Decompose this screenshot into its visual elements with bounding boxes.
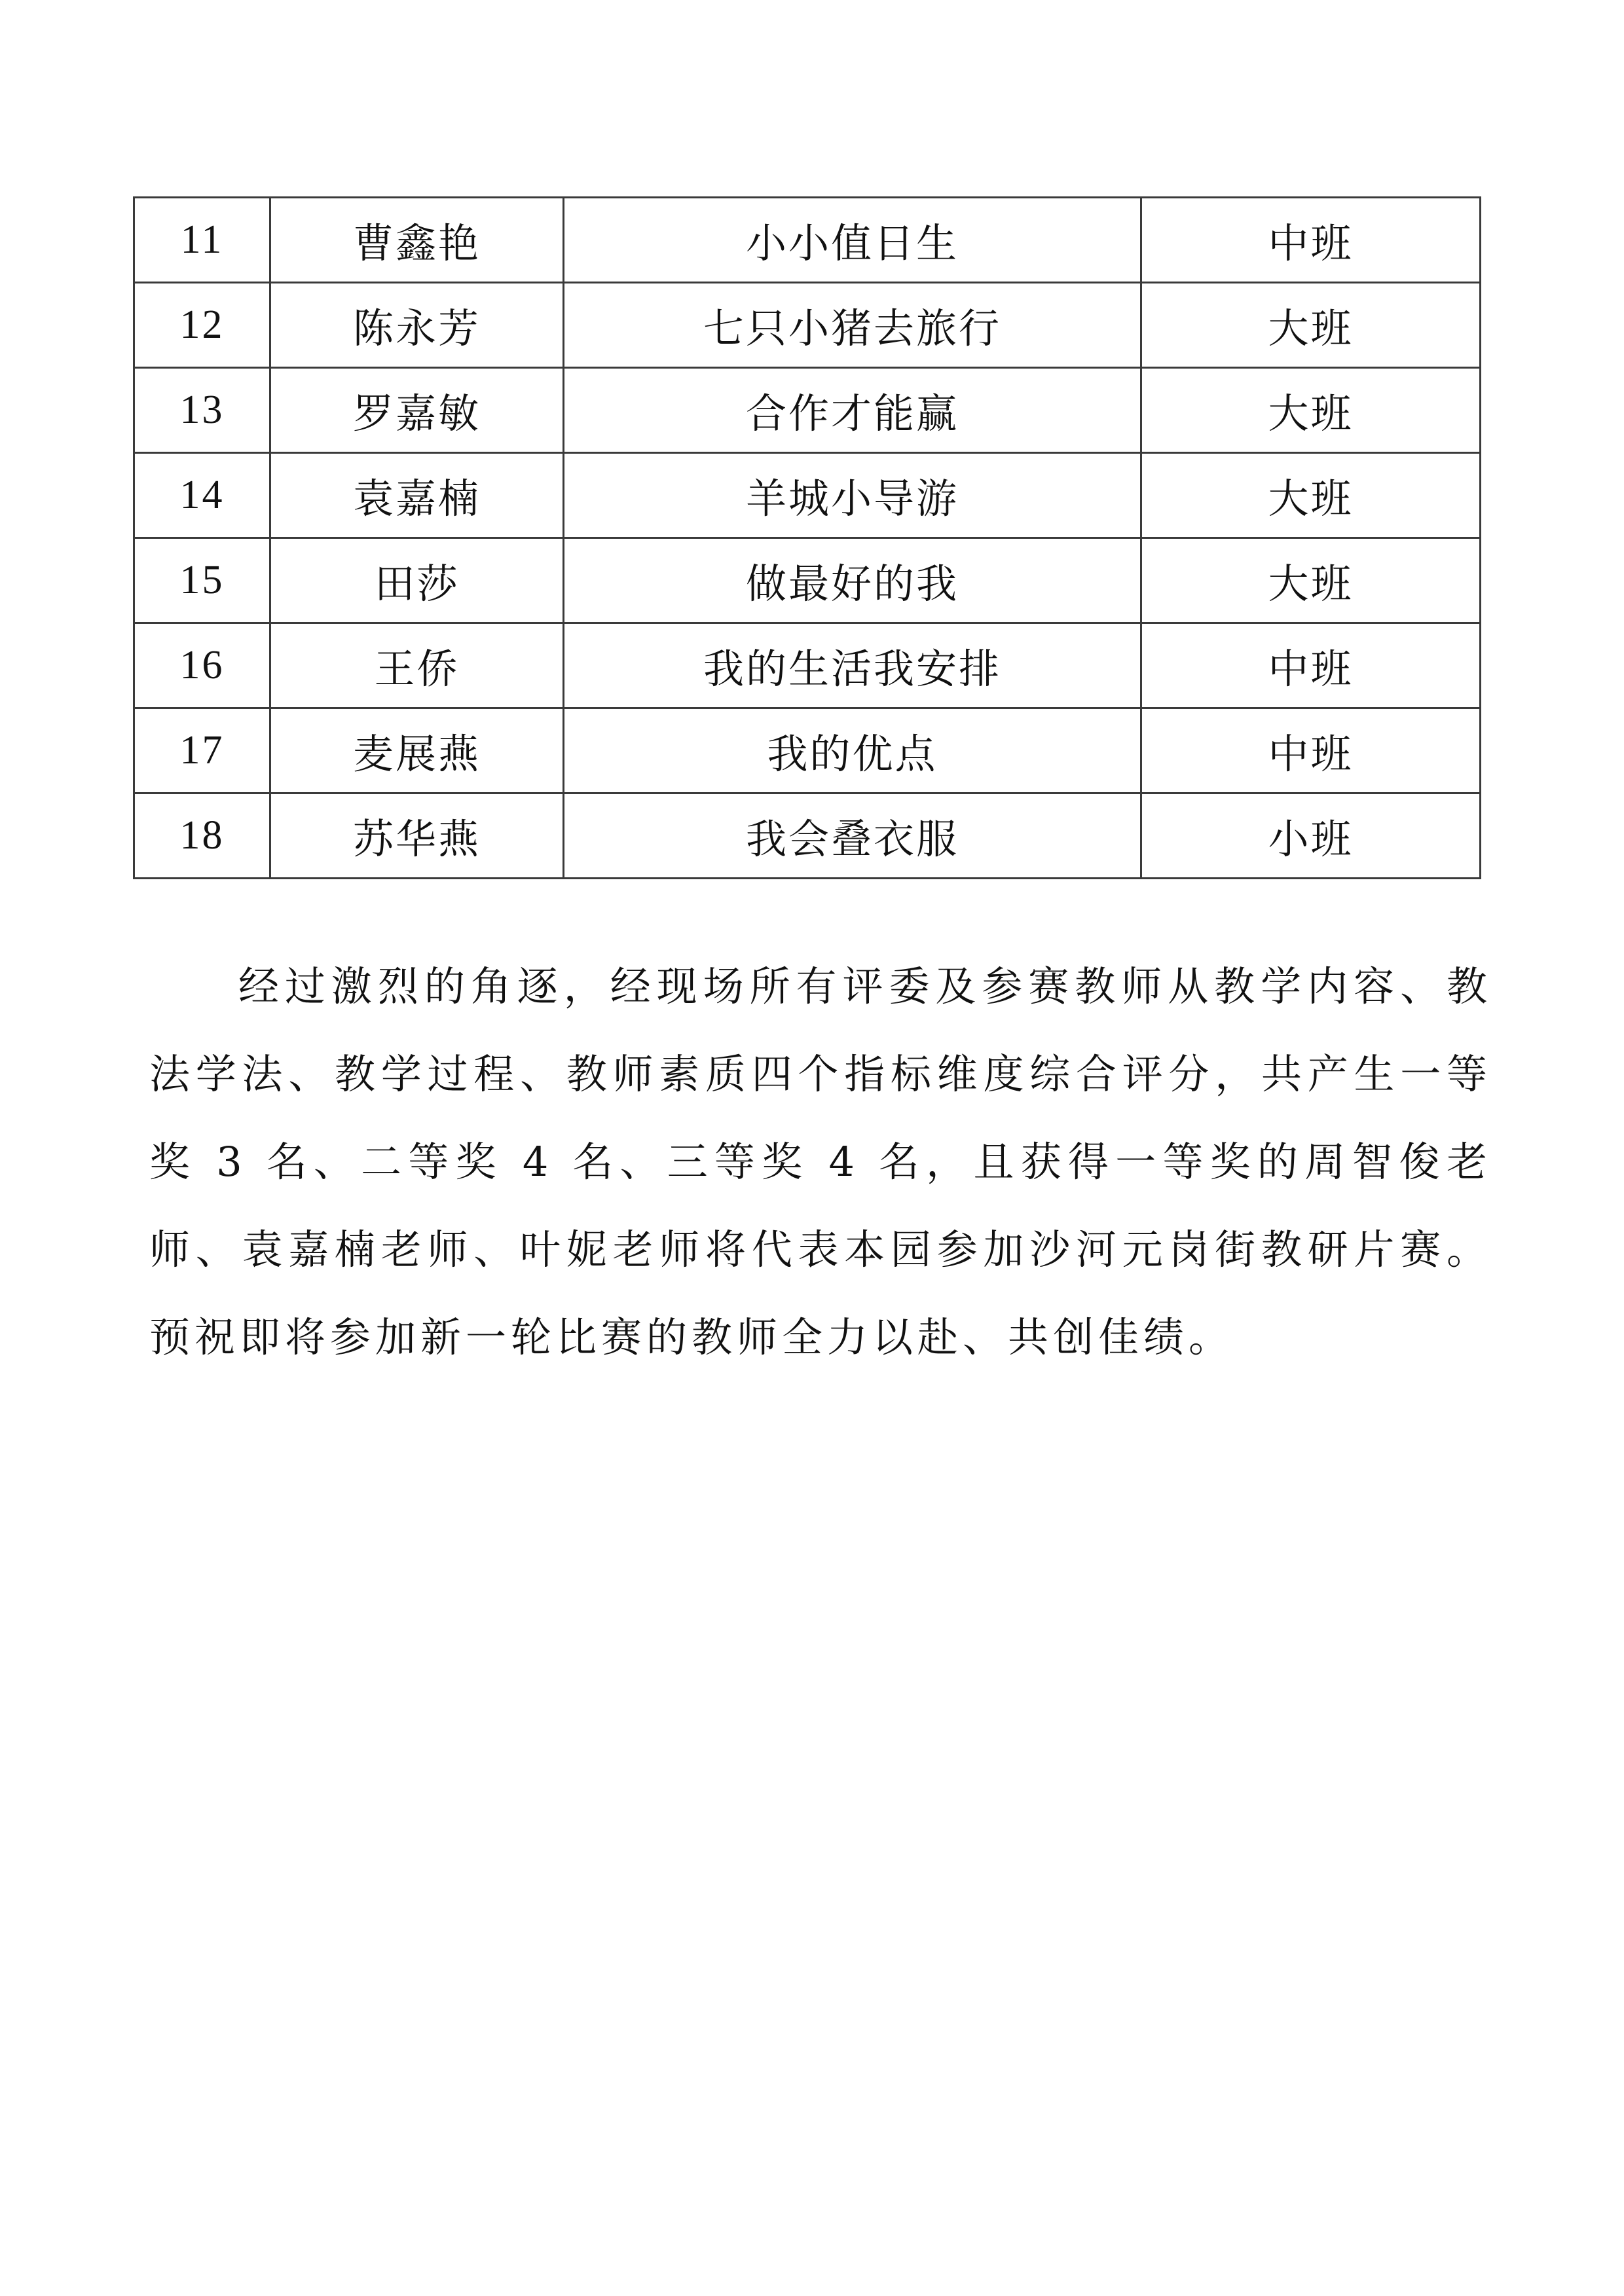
participants-table [133, 196, 1481, 879]
class-level: 大班 [1141, 453, 1481, 538]
lesson-topic: 合作才能赢 [564, 368, 1141, 453]
row-number: 16 [134, 623, 270, 708]
row-number: 13 [134, 368, 270, 453]
lesson-topic: 七只小猪去旅行 [564, 283, 1141, 368]
teacher-name: 曹鑫艳 [270, 198, 564, 283]
summary-paragraph: 经过激烈的角逐，经现场所有评委及参赛教师从教学内容、教法学法、教学过程、教师素质四个指标维度综合评分，共产生一等奖 3 名、二等奖 4 名、三等奖 4 名，且获得一等奖的周智俊老师、袁嘉楠老师、叶妮老师将代表本园参加沙河元岗街教研片赛。预祝即将参加新一轮比赛的教师全力以赴、共创佳绩。 [149, 962, 1492, 1361]
teacher-name: 罗嘉敏 [270, 368, 564, 453]
lesson-topic: 我的生活我安排 [564, 623, 1141, 708]
class-level: 大班 [1141, 368, 1481, 453]
row-number: 12 [134, 283, 270, 368]
teacher-name: 苏华燕 [270, 793, 564, 879]
class-level: 小班 [1141, 793, 1481, 879]
teacher-name: 王侨 [270, 623, 564, 708]
row-number: 11 [134, 198, 270, 283]
row-number: 17 [134, 708, 270, 793]
row-number: 14 [134, 453, 270, 538]
table-row [134, 793, 1481, 879]
table-row [134, 623, 1481, 708]
class-level: 大班 [1141, 538, 1481, 623]
table-row [134, 198, 1481, 283]
lesson-topic: 羊城小导游 [564, 453, 1141, 538]
table-row [134, 368, 1481, 453]
lesson-topic: 做最好的我 [564, 538, 1141, 623]
teacher-name: 袁嘉楠 [270, 453, 564, 538]
row-number: 18 [134, 793, 270, 879]
table-row [134, 453, 1481, 538]
class-level: 大班 [1141, 283, 1481, 368]
table-row [134, 538, 1481, 623]
teacher-name: 田莎 [270, 538, 564, 623]
table-row [134, 283, 1481, 368]
teacher-name: 麦展燕 [270, 708, 564, 793]
row-number: 15 [134, 538, 270, 623]
class-level: 中班 [1141, 708, 1481, 793]
teacher-name: 陈永芳 [270, 283, 564, 368]
table-row [134, 708, 1481, 793]
class-level: 中班 [1141, 198, 1481, 283]
lesson-topic: 小小值日生 [564, 198, 1141, 283]
lesson-topic: 我的优点 [564, 708, 1141, 793]
class-level: 中班 [1141, 623, 1481, 708]
lesson-topic: 我会叠衣服 [564, 793, 1141, 879]
